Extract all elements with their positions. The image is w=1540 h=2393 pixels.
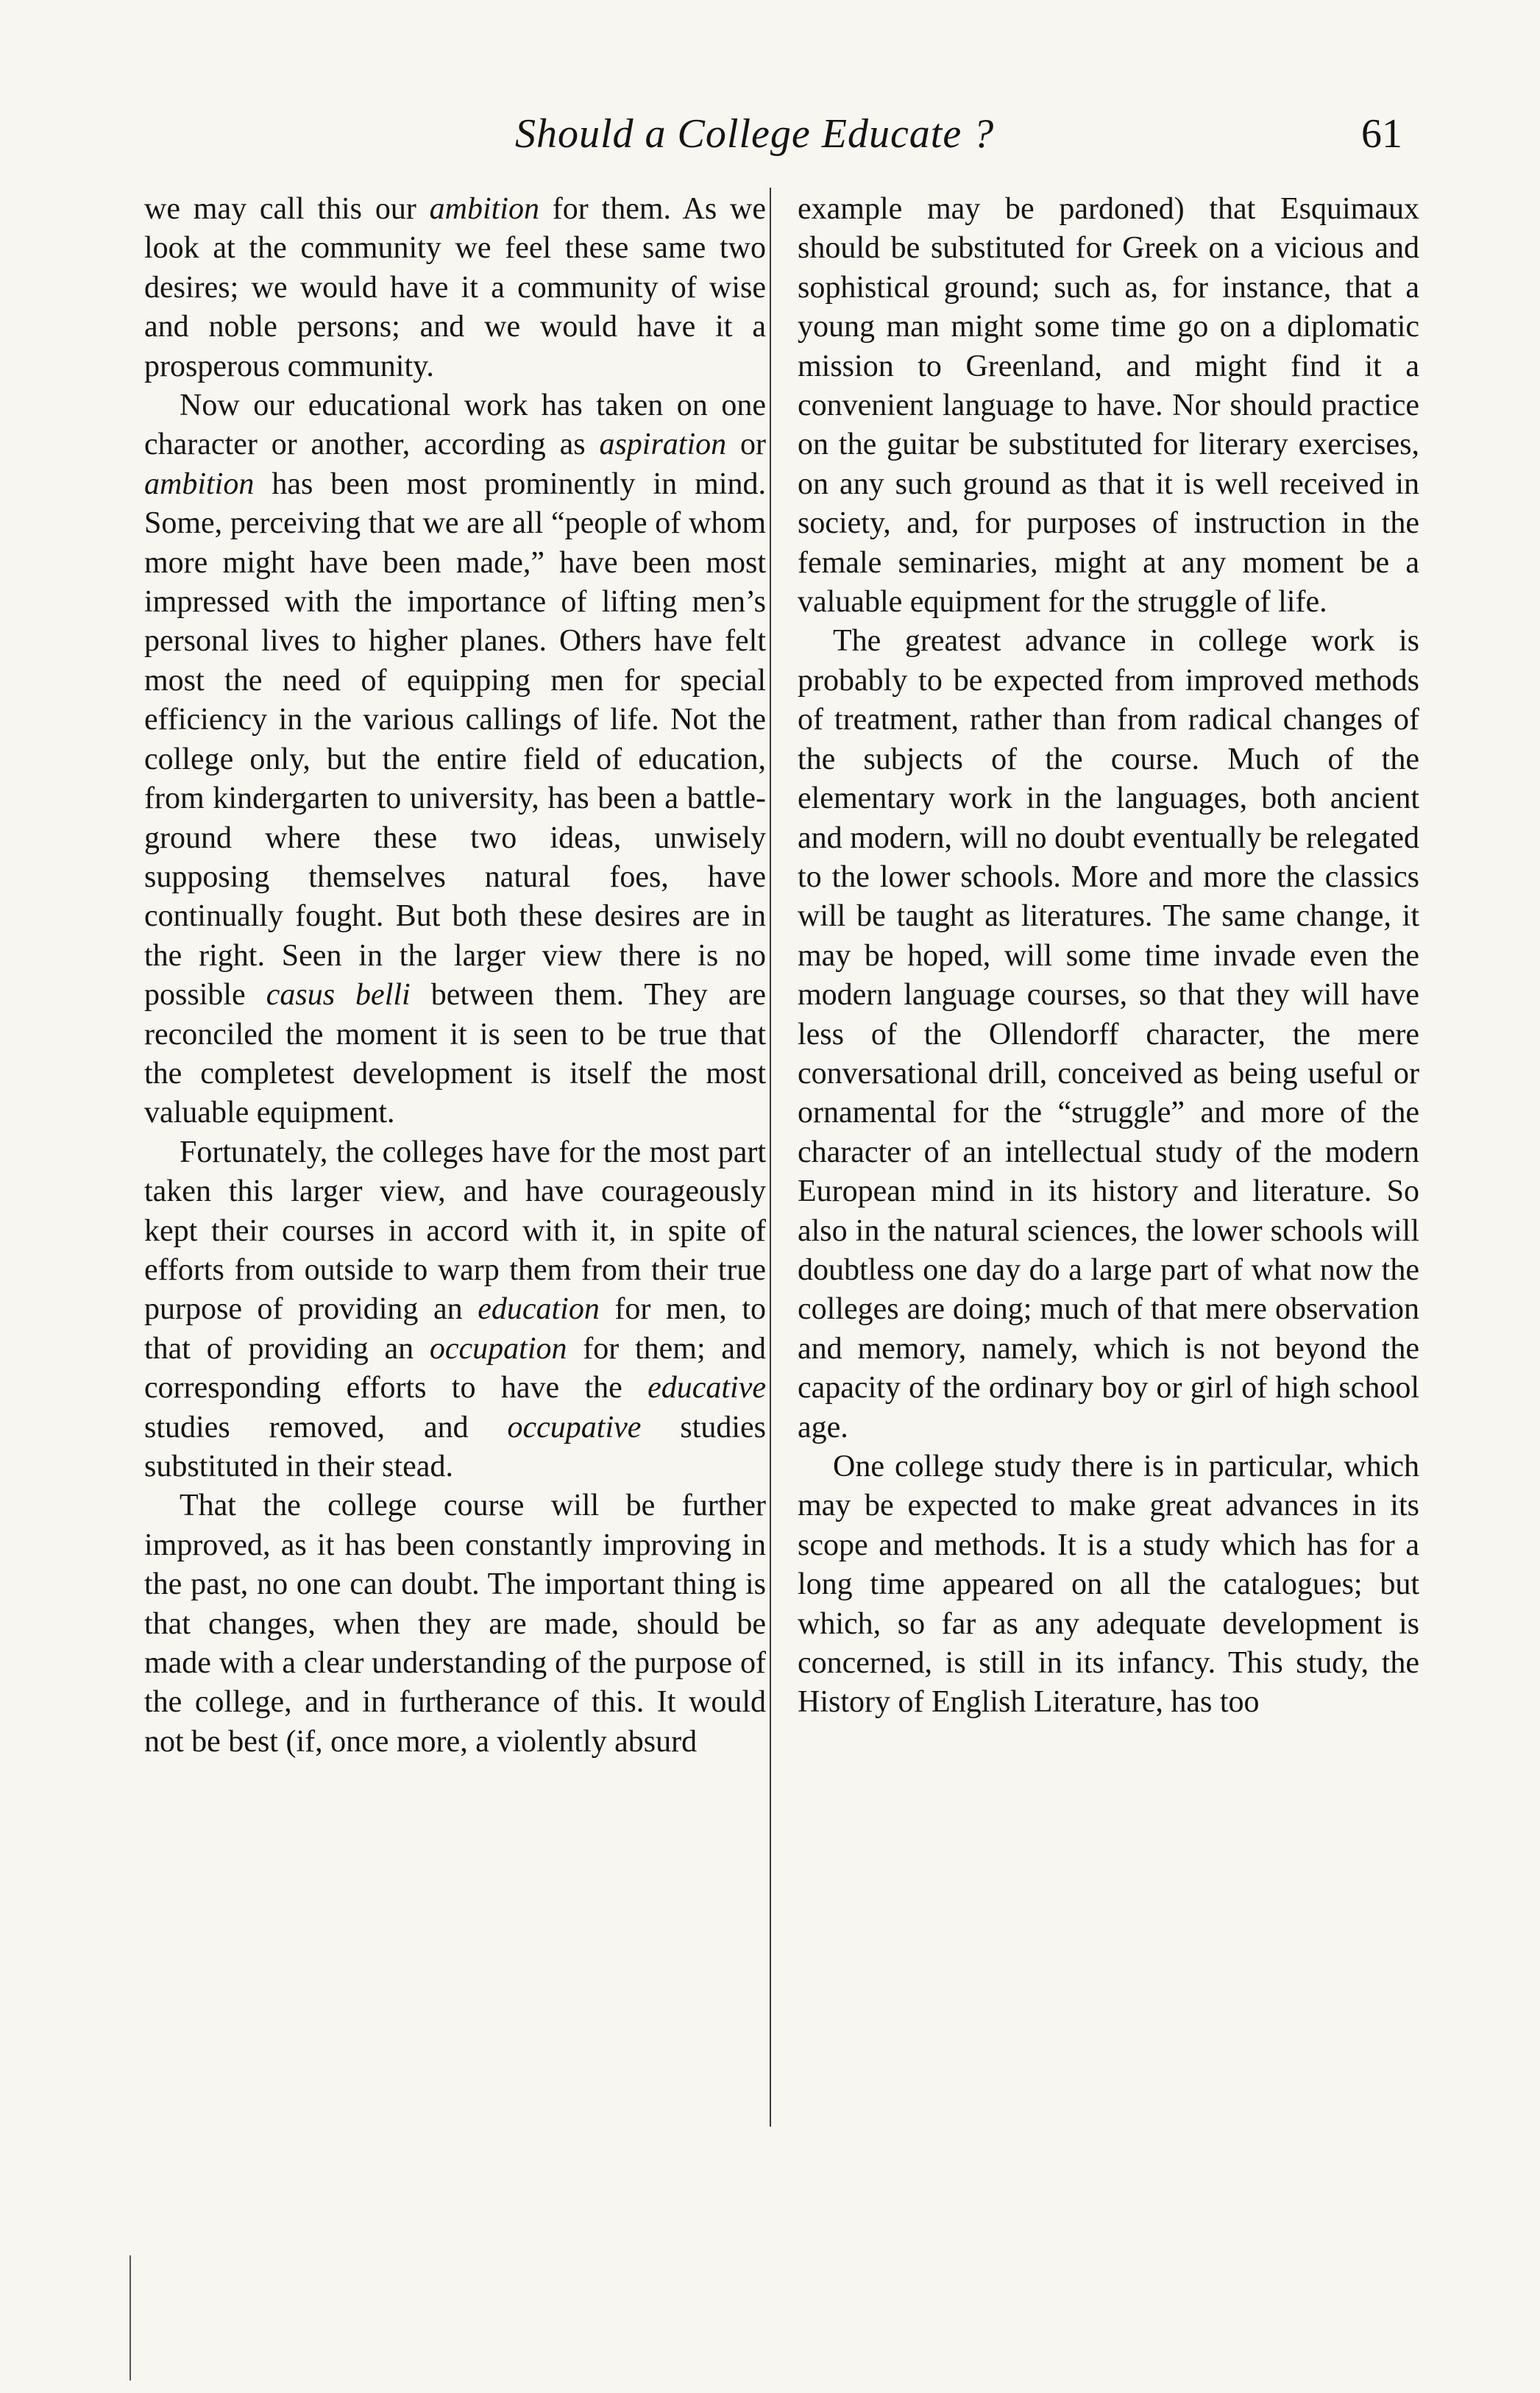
left-text-column — [144, 190, 766, 1762]
paragraph — [144, 1133, 766, 1487]
paragraph — [144, 386, 766, 1133]
italic-text: ambition — [144, 467, 255, 501]
text-run: Now our educational work has taken on one character or another, according as — [144, 389, 766, 462]
italic-text: occupation — [429, 1331, 567, 1366]
italic-text: education — [478, 1292, 600, 1327]
italic-text: ambition — [429, 192, 539, 226]
text-run: between them. They are reconciled the moment it is seen to be true that the completest development is itself the most valuable equipment. — [144, 978, 767, 1130]
text-run: for men, to that of providing an — [144, 1292, 766, 1366]
text-run: for them. As we look at the community we feel these same two desires; we would have it a community of wise and noble persons; and we would have it a prosperous community. — [144, 192, 766, 383]
paragraph — [798, 1447, 1419, 1723]
italic-text: occupative — [507, 1410, 642, 1444]
running-head-title: Should a College Educate ? — [515, 111, 995, 157]
italic-text: educative — [647, 1371, 766, 1405]
margin-mark — [129, 2255, 131, 2380]
paragraph — [144, 190, 766, 386]
page-number: 61 — [1361, 111, 1402, 157]
text-run: or — [726, 428, 766, 462]
paragraph — [798, 622, 1419, 1447]
right-text-column — [798, 190, 1419, 1723]
text-run: That the college course will be further improved, as it has been constantly improving in the past, no one can doubt. The important thing is that changes, when they are made, should be made with a clear understanding of the purpose of the college, and in furtherance of this. It would not be best (if, once more, a violently absurd — [144, 1489, 766, 1759]
text-run: Fortunately, the colleges have for the most part taken this larger view, and have courageously kept their courses in accord with it, in spite of efforts from outside to warp them from their true purpose of providing an — [144, 1135, 766, 1327]
paragraph — [144, 1486, 766, 1762]
text-run: studies removed, and — [144, 1410, 508, 1444]
text-run: example may be pardoned) that Esquimaux should be substituted for Greek on a vicious and sophistical ground; such as, for instance, that a young man might some time go on a diplomatic mission to Greenland, and might find it a convenient language to have. Nor should practice on the guitar be substituted for literary exercises, on any such ground as that it is well received in society, and, for purposes of instruction in the female seminaries, might at any moment be a valuable equipment for the struggle of life. — [798, 192, 1419, 620]
text-run: studies substituted in their stead. — [144, 1410, 767, 1483]
italic-text: aspiration — [599, 428, 727, 462]
text-run: we may call this our — [144, 192, 430, 226]
column-divider-rule — [770, 188, 771, 2127]
paragraph — [798, 190, 1419, 622]
text-run: for them; and corresponding efforts to have the — [144, 1331, 766, 1405]
text-run: The greatest advance in college work is probably to be expected from improved methods of treatment, rather than from radical changes of the subjects of the course. Much of the elementary work in the languages, both ancient and modern, will no doubt eventually be relegated to the lower schools. More and more the classics will be taught as literatures. The same change, it may be hoped, will some time invade even the modern language courses, so that they will have less of the Ollendorff character, the mere conversational drill, conceived as being useful or ornamental for the “struggle” and more of the character of an intellectual study of the modern European mind in its history and literature. So also in the natural sciences, the lower schools will doubtless one day do a large part of what now the colleges are doing; much of that mere observation and memory, namely, which is not beyond the capacity of the ordinary boy or girl of high school age. — [798, 624, 1419, 1444]
italic-text: casus belli — [266, 978, 411, 1013]
text-run: has been most prominently in mind. Some, perceiving that we are all “people of whom more might have been made,” have been most impressed with the importance of lifting men’s personal lives to higher planes. Others have felt most the need of equipping men for special efficiency in the various callings of life. Not the college only, but the entire field of education, from kindergarten to university, has been a battle-ground where these two ideas, unwisely supposing themselves natural foes, have continually fought. But both these desires are in the right. Seen in the larger view there is no possible — [144, 467, 766, 1013]
text-run: One college study there is in particular, which may be expected to make great advances in its scope and methods. It is a study which has for a long time appeared on all the catalogues; but which, so far as any adequate development is concerned, is still in its infancy. This study, the History of English Literature, has too — [798, 1450, 1419, 1720]
